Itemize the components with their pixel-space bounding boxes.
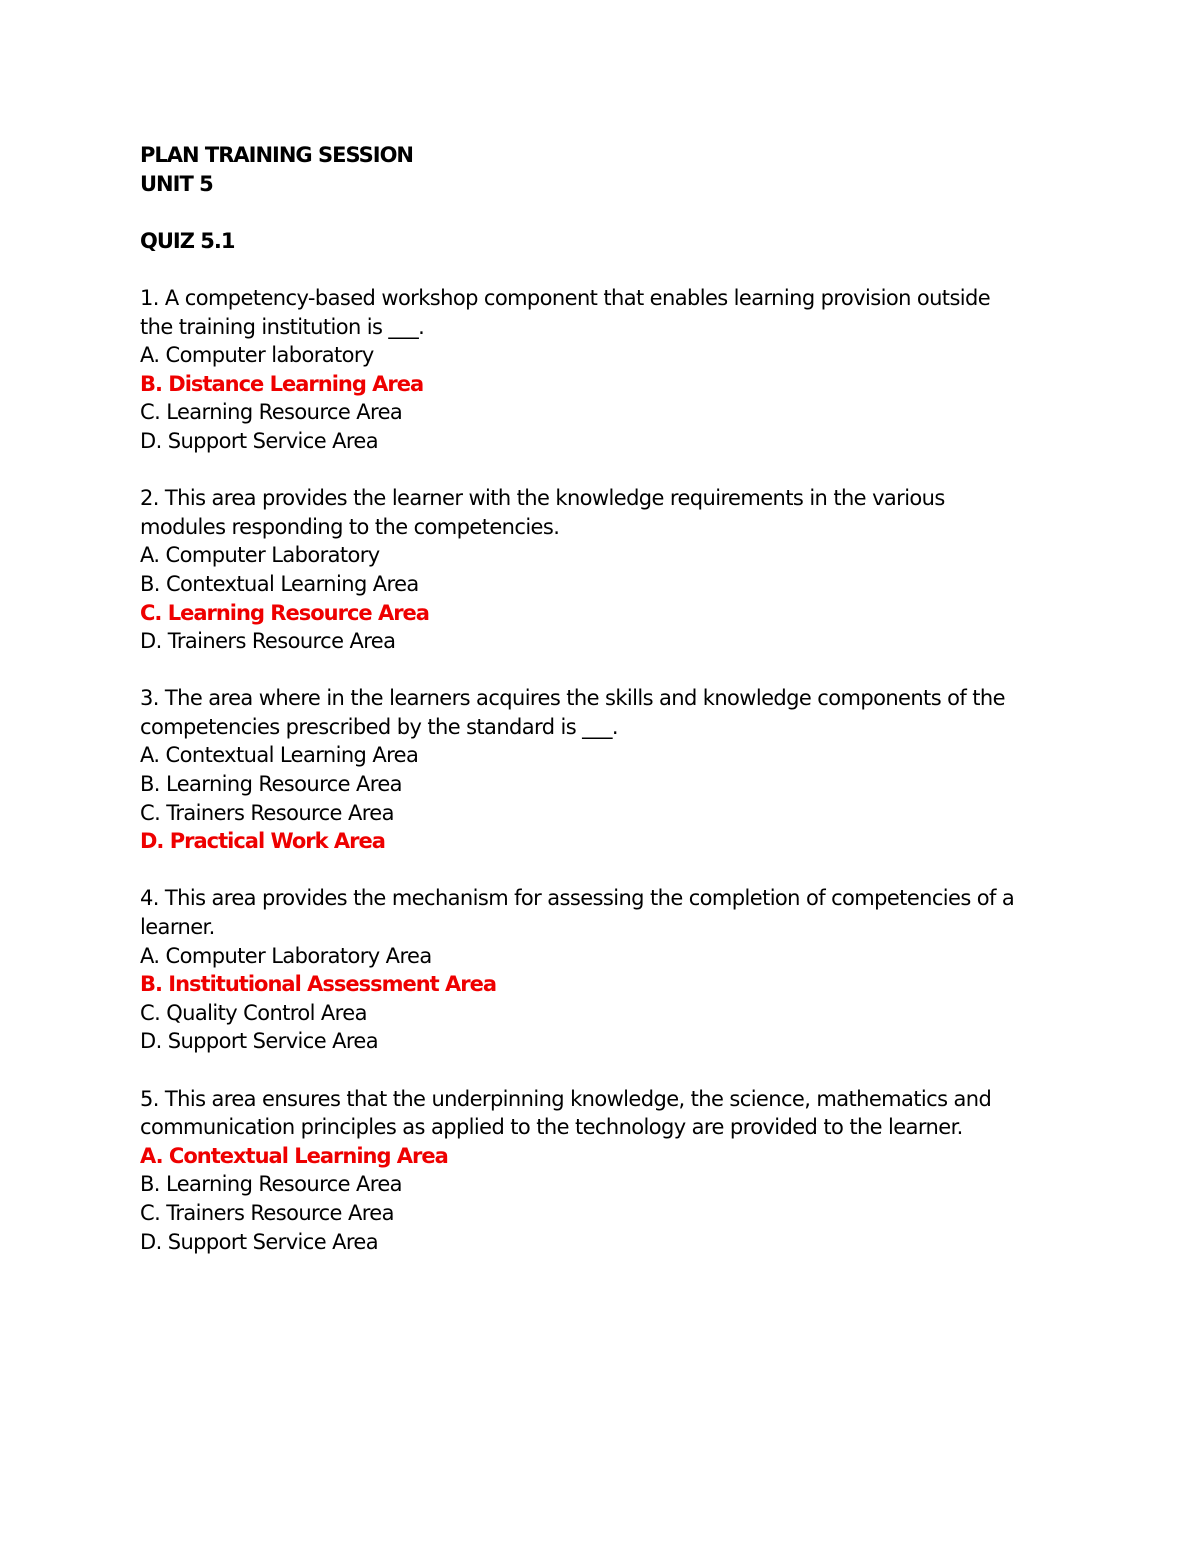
question-text-line: 3. The area where in the learners acquires the skills and knowledge components of the: [140, 686, 1005, 711]
option-a: A. Computer laboratory: [140, 343, 374, 368]
quiz-label: QUIZ 5.1: [140, 228, 235, 253]
option-c: C. Learning Resource Area: [140, 400, 403, 425]
option-b-correct-answer: B. Institutional Assessment Area: [140, 972, 497, 997]
option-a: A. Contextual Learning Area: [140, 743, 419, 768]
option-d-correct-answer: D. Practical Work Area: [140, 829, 385, 854]
option-c: C. Trainers Resource Area: [140, 1200, 394, 1225]
question-text-line: 4. This area provides the mechanism for assessing the completion of competencies of a: [140, 886, 1015, 911]
option-b: B. Learning Resource Area: [140, 1172, 402, 1197]
question-text-line: competencies prescribed by the standard is ___.: [140, 714, 618, 739]
question-text-line: modules responding to the competencies.: [140, 514, 560, 539]
question-text-line: learner.: [140, 915, 215, 940]
question-text-line: 2. This area provides the learner with the knowledge requirements in the various: [140, 486, 945, 511]
question-text-line: the training institution is ___.: [140, 314, 425, 339]
question-block-1: [140, 284, 1070, 456]
option-a: A. Computer Laboratory Area: [140, 943, 432, 968]
document-title: PLAN TRAINING SESSION: [140, 143, 413, 167]
option-b: B. Contextual Learning Area: [140, 571, 419, 596]
question-text-line: 5. This area ensures that the underpinning knowledge, the science, mathematics and: [140, 1086, 992, 1111]
spacer: [140, 198, 1070, 227]
question-block-3: [140, 684, 1070, 856]
option-d: D. Trainers Resource Area: [140, 629, 396, 654]
option-d: D. Support Service Area: [140, 428, 379, 453]
option-c: C. Quality Control Area: [140, 1000, 367, 1025]
question-block-2: [140, 484, 1070, 656]
question-block-4: [140, 884, 1070, 1056]
option-c-correct-answer: C. Learning Resource Area: [140, 600, 429, 625]
question-block-5: [140, 1085, 1070, 1257]
option-b-correct-answer: B. Distance Learning Area: [140, 371, 424, 396]
option-a-correct-answer: A. Contextual Learning Area: [140, 1143, 448, 1168]
option-a: A. Computer Laboratory: [140, 543, 380, 568]
document-page: [140, 141, 1070, 1285]
unit-label: UNIT 5: [140, 171, 213, 196]
question-text-line: communication principles as applied to the technology are provided to the learner.: [140, 1115, 963, 1140]
option-c: C. Trainers Resource Area: [140, 800, 394, 825]
option-b: B. Learning Resource Area: [140, 772, 402, 797]
option-d: D. Support Service Area: [140, 1029, 379, 1054]
spacer: [140, 255, 1070, 284]
option-d: D. Support Service Area: [140, 1229, 379, 1254]
question-text-line: 1. A competency-based workshop component that enables learning provision outside: [140, 285, 991, 310]
